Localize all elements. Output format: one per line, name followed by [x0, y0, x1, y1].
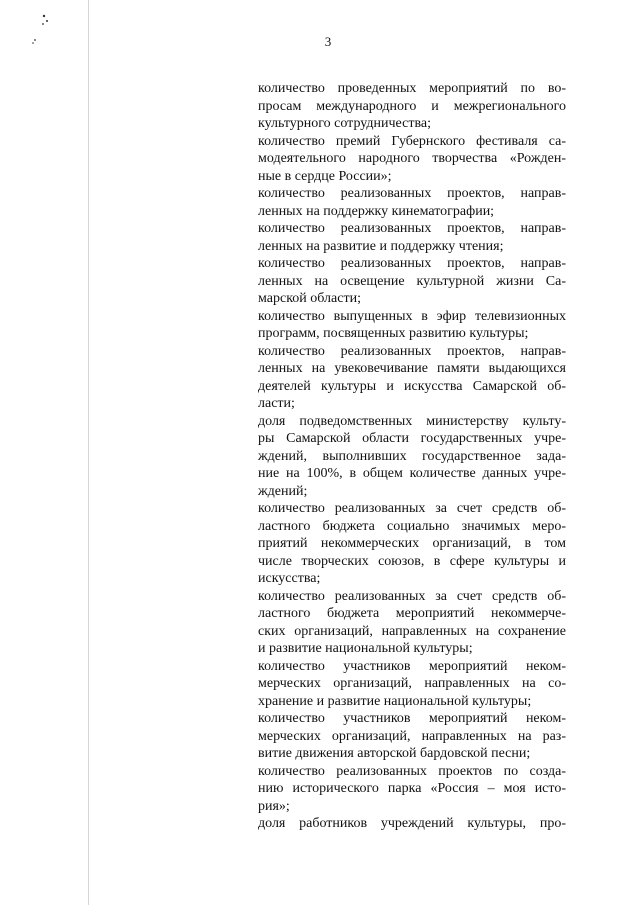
text-line: количество участников мероприятий неком-: [258, 711, 566, 726]
text-line: ры Самарской области государственных учре-: [258, 431, 566, 446]
text-line: витие движения авторской бардовской песни;: [258, 746, 531, 761]
text-line: доля работников учреждений культуры, про-: [258, 816, 566, 831]
text-line: количество реализованных за счет средств об-: [258, 501, 566, 516]
speck: [43, 15, 45, 17]
speck: [46, 20, 48, 22]
text-line: приятий некоммерческих организаций, в том: [258, 536, 566, 551]
text-line: количество реализованных проектов, направ-: [258, 343, 566, 359]
text-line: ленных на поддержку кинематографии;: [258, 203, 495, 219]
text-line: ских организаций, направленных на сохранение: [258, 623, 566, 639]
text-line: программ, посвященных развитию культуры;: [258, 326, 529, 341]
scan-edge-line: [88, 0, 89, 905]
text-line: количество премий Губернского фестиваля са-: [258, 133, 566, 149]
text-line: ждений;: [258, 483, 308, 499]
text-line: количество реализованных за счет средств об-: [258, 588, 566, 604]
text-line: ленных на увековечивание памяти выдающихся: [258, 361, 566, 376]
text-line: количество реализованных проектов, направ-: [258, 221, 566, 236]
text-line: марской области;: [258, 291, 361, 306]
text-line: хранение и развитие национальной культуры;: [258, 693, 532, 709]
text-line: ластного бюджета социально значимых меро-: [258, 518, 566, 534]
text-line: количество реализованных проектов по созда-: [258, 763, 566, 779]
text-line: модеятельного народного творчества «Рожден-: [258, 151, 566, 166]
text-line: ленных на развитие и поддержку чтения;: [258, 238, 504, 254]
text-line: числе творческих союзов, в сфере культуры и: [258, 553, 566, 569]
document-body: [258, 80, 566, 833]
text-line: ленных на освещение культурной жизни Са-: [258, 273, 566, 289]
text-line: количество реализованных проектов, направ-: [258, 256, 566, 271]
text-line: мерческих организаций, направленных на со-: [258, 676, 566, 691]
text-line: количество участников мероприятий неком-: [258, 658, 566, 674]
text-line: количество выпущенных в эфир телевизионных: [258, 308, 566, 324]
text-line: количество реализованных проектов, направ-: [258, 186, 566, 201]
text-line: ластного бюджета мероприятий некоммерче-: [258, 606, 566, 621]
text-line: деятелей культуры и искусства Самарской об-: [258, 378, 566, 394]
text-line: ласти;: [258, 396, 295, 411]
text-line: количество проведенных мероприятий по во-: [258, 81, 566, 96]
text-line: искусства;: [258, 571, 321, 586]
text-line: и развитие национальной культуры;: [258, 641, 473, 656]
text-line: ние на 100%, в общем количестве данных учре-: [258, 466, 566, 481]
text-line: мерческих организаций, направленных на раз-: [258, 728, 566, 744]
text-line: рия»;: [258, 798, 290, 814]
text-line: ные в сердце России»;: [258, 168, 392, 184]
speck: [42, 23, 44, 25]
text-line: культурного сотрудничества;: [258, 116, 431, 131]
text-line: нию исторического парка «Россия – моя исто-: [258, 781, 566, 796]
text-line: доля подведомственных министерству культу-: [258, 413, 566, 429]
text-line: ждений, выполнивших государственное зада-: [258, 448, 566, 464]
page-number: 3: [324, 34, 332, 49]
text-line: просам международного и межрегионального: [258, 98, 566, 114]
